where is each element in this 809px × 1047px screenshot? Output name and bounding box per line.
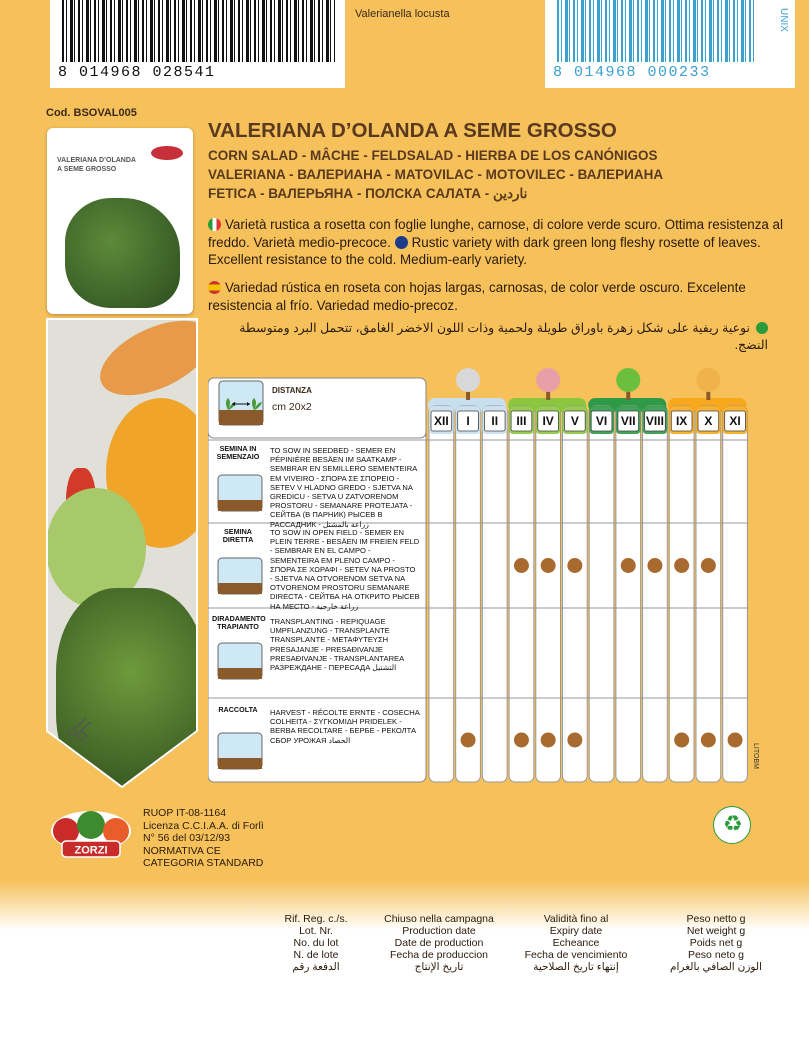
footer-line: Fecha de produccion [389,949,489,961]
license-info [143,807,264,870]
distance-label: DISTANZA [272,386,312,395]
footer-line: Validità fino al [543,913,609,925]
description-it-en [208,216,788,269]
month-x: X [704,414,713,428]
barcode-number: 8 014968 028541 [58,64,216,81]
footer-line: Production date [402,925,476,937]
product-names-line-1: CORN SALAD - MÂCHE - FELDSALAD - HIERBA DE LOS CANÓNIGOS [208,148,658,163]
spain-flag-icon [208,281,221,294]
soil-shape [218,758,262,769]
barcode-left [50,0,345,88]
barcode-bars [62,0,335,62]
soil-shape [218,583,262,594]
lettuce-image [65,198,180,308]
tree-crown-icon [696,368,720,392]
soil-shape [218,500,262,511]
footer-line: تاريخ الإنتاج [414,961,464,973]
print-code: LITOBM [752,743,759,769]
footer-line: Net weight g [686,925,746,937]
soil-shape [218,668,262,679]
barcode-right [545,0,795,88]
footer-production [376,913,502,973]
packet-thumbnail [47,128,193,314]
row-text-seedbed: TO SOW IN SEEDBED - SEMER EN PÉPINIÈRE BESÄEN IM SAATKAMP - SEMBRAR EN SEMILLERO SEMENTEIRA EM VIVEIRO - ΣΠΟΡΑ ΣΕ ΣΠΟΡΕΙΟ - SETEV V HLADNO GREDO - SJETVA NA GREDICU - SETVA U ZATVORENOM PROSTORU - SEMANARE PROTEJATA - СЕЙТБА (В ПАРНИК) РЫСЕВ В РАССАДНИК - زراعة بالمشتل [270,446,417,529]
footer-line: No. du lot [293,937,339,949]
italy-flag-icon [208,218,221,231]
calendar-dot [674,558,689,573]
footer-line: Chiuso nella campagna [384,913,494,925]
month-ii: II [491,414,499,428]
description-ar [208,320,768,354]
description-spanish: Variedad rústica en roseta con hojas largas, carnosas, de color verde oscuro. Excelente resistencia al frío. Variedad medio-precoz. [208,280,746,313]
vegetables-image [46,318,198,788]
license-line: Licenza C.C.I.A.A. di Forlì [143,819,264,832]
footer-lot [270,913,362,973]
calendar-dot [567,558,582,573]
month-column [669,406,694,782]
packet-thumbnail-title: VALERIANA D’OLANDA A SEME GROSSO [57,157,136,174]
barcode-bars [557,0,755,62]
calendar-dot [514,733,529,748]
month-column [643,406,668,782]
month-column [589,406,614,782]
row-text-transplanting: TRANSPLANTING - REPIQUAGE UMPFLANZUNG - TRANSPLANTE TRANSPLANTE - ΜΕΤΑΦΥΤΕΥΣΗ PRESAJANJE - PRESAĐIVANJE PRESAĐIVANJE - TRANSPLANTAREA РАЗРЕЖДАНЕ - ПЕРЕСАДА التشتيل [270,617,404,673]
month-vi: VI [595,414,608,428]
footer-line: Peso neto g [687,949,745,961]
footer-line: Peso netto g [686,913,746,925]
zorzi-mini-logo [151,146,183,160]
product-title: VALERIANA D’OLANDA A SEME GROSSO [208,119,617,142]
month-column [563,406,588,782]
license-line: RUOP IT-08-1164 [143,807,227,819]
row-title-harvest: RACCOLTA [218,705,258,714]
month-viii: VIII [645,414,664,428]
calendar-dot [541,733,556,748]
calendar-dot [728,733,743,748]
footer-line: N. de lote [293,949,339,961]
calendar-dot [621,558,636,573]
footer-weight [656,913,776,973]
description-es [208,279,788,314]
footer-line: الدفعة رقم [292,961,340,973]
arabic-flag-icon [756,322,768,334]
footer-line: إنتهاء تاريخ الصلاحية [533,961,619,973]
description-arabic: نوعية ريفية على شكل زهرة باوراق طويلة ولحمية وذات اللون الاخضر الغامق، تتحمل البرد ومتوسطة النضج. [239,321,768,352]
distance-value: cm 20x2 [272,401,312,413]
month-column [482,406,507,782]
tree-crown-icon [616,368,640,392]
footer-line: Date de production [394,937,484,949]
calendar-dot [461,733,476,748]
latin-name: Valerianella locusta [355,8,450,20]
month-iv: IV [542,414,554,428]
month-column [456,406,481,782]
row-title-transplanting: DIRADAMENTO TRAPIANTO [212,614,266,631]
distance-icon [218,380,264,426]
carrot-shape [89,318,198,411]
row-title-direct-sowing: SEMINA DIRETTA [222,527,254,544]
month-ix: IX [675,414,688,428]
license-line: NORMATIVA CE [143,844,221,857]
month-column [723,406,748,782]
barcode-number: 8 014968 000233 [553,64,711,81]
row-title-seedbed: SEMINA IN SEMENZAIO [216,444,260,461]
footer-line: Poids net g [689,937,743,949]
description-italian: Varietà rustica a rosetta con foglie lunghe, carnose, di colore verde scuro. Ottima resistenza al freddo. Varietà medio-precoce. [208,217,783,250]
calendar-dot [514,558,529,573]
calendar-dot [674,733,689,748]
month-column [616,406,641,782]
month-i: I [466,414,470,428]
month-column [536,406,561,782]
footer-line: Echeance [552,937,600,949]
sowing-calendar [208,358,778,785]
footer-line: Rif. Reg. c./s. [284,913,348,925]
description-english: Rustic variety with dark green long fleshy rosette of leaves. Excellent resistance to the cold. Medium-early variety. [208,234,761,267]
calendar-dot [647,558,662,573]
tree-crown-icon [536,368,560,392]
calendar-dot [567,733,582,748]
footer-expiry [506,913,646,973]
month-column [429,406,454,782]
month-xii: XII [434,414,449,428]
calendar-dot [701,733,716,748]
month-iii: III [516,414,527,428]
row-text-direct-sowing: TO SOW IN OPEN FIELD - SEMER EN PLEIN TERRE - BESÄEN IM FREIEN FELD - SEMBRAR EN EL CAMPO - SEMENTEIRA EM PLENO CAMPO - ΣΠΟΡΑ ΣΕ ΧΩΡΑΦΙ - SETEV NA PROSTO - SJETVA NA OTVORENOM SETVA NA OTVORENOM PROSTORU SEMANARE DIRECTA - СЕЙТБА НА ОТКРИТО РЫСЕВ НА МЕСТО - زراعة خارجية [270,528,420,611]
product-names-line-3: FETICA - ВАЛЕРЬЯНА - ПОЛСКА САЛАТА - ناردين [208,186,528,201]
calendar-dot [541,558,556,573]
license-line: N° 56 del 03/12/93 [143,832,231,844]
month-xi: XI [729,414,741,428]
month-vii: VII [620,414,636,428]
footer-line: الوزن الصافي بالغرام [670,961,762,973]
calendar-dot [701,558,716,573]
license-line: CATEGORIA STANDARD [143,857,264,869]
footer-line: Expiry date [549,925,603,937]
product-names-line-2: VALERIANA - ВАЛЕРИАНА - MATOVILAC - MOTOVILEC - ВАЛЕРИАНА [208,167,664,182]
recycle-icon: ♻ [713,806,751,844]
uk-flag-icon [395,236,408,249]
product-code: Cod. BSOVAL005 [46,107,137,119]
footer-line: Lot. Nr. [299,925,333,937]
month-column [509,406,534,782]
row-text-harvest: HARVEST - RÉCOLTE ERNTE - COSECHA COLHEITA - ΣΥΓΚΟΜΙΔΗ PRIDELEK - BERBA RECOLTARE - БЕРБЕ - РЕКОЛТА СБОР УРОЖАЯ الحصاد [270,708,420,745]
footer-line: Fecha de vencimiento [524,949,628,961]
brand-name: ZORZI [74,844,108,857]
tree-crown-icon [456,368,480,392]
month-v: V [570,414,579,428]
unix-label: UNIX [778,8,789,32]
zorzi-logo [44,803,139,863]
month-column [696,406,721,782]
